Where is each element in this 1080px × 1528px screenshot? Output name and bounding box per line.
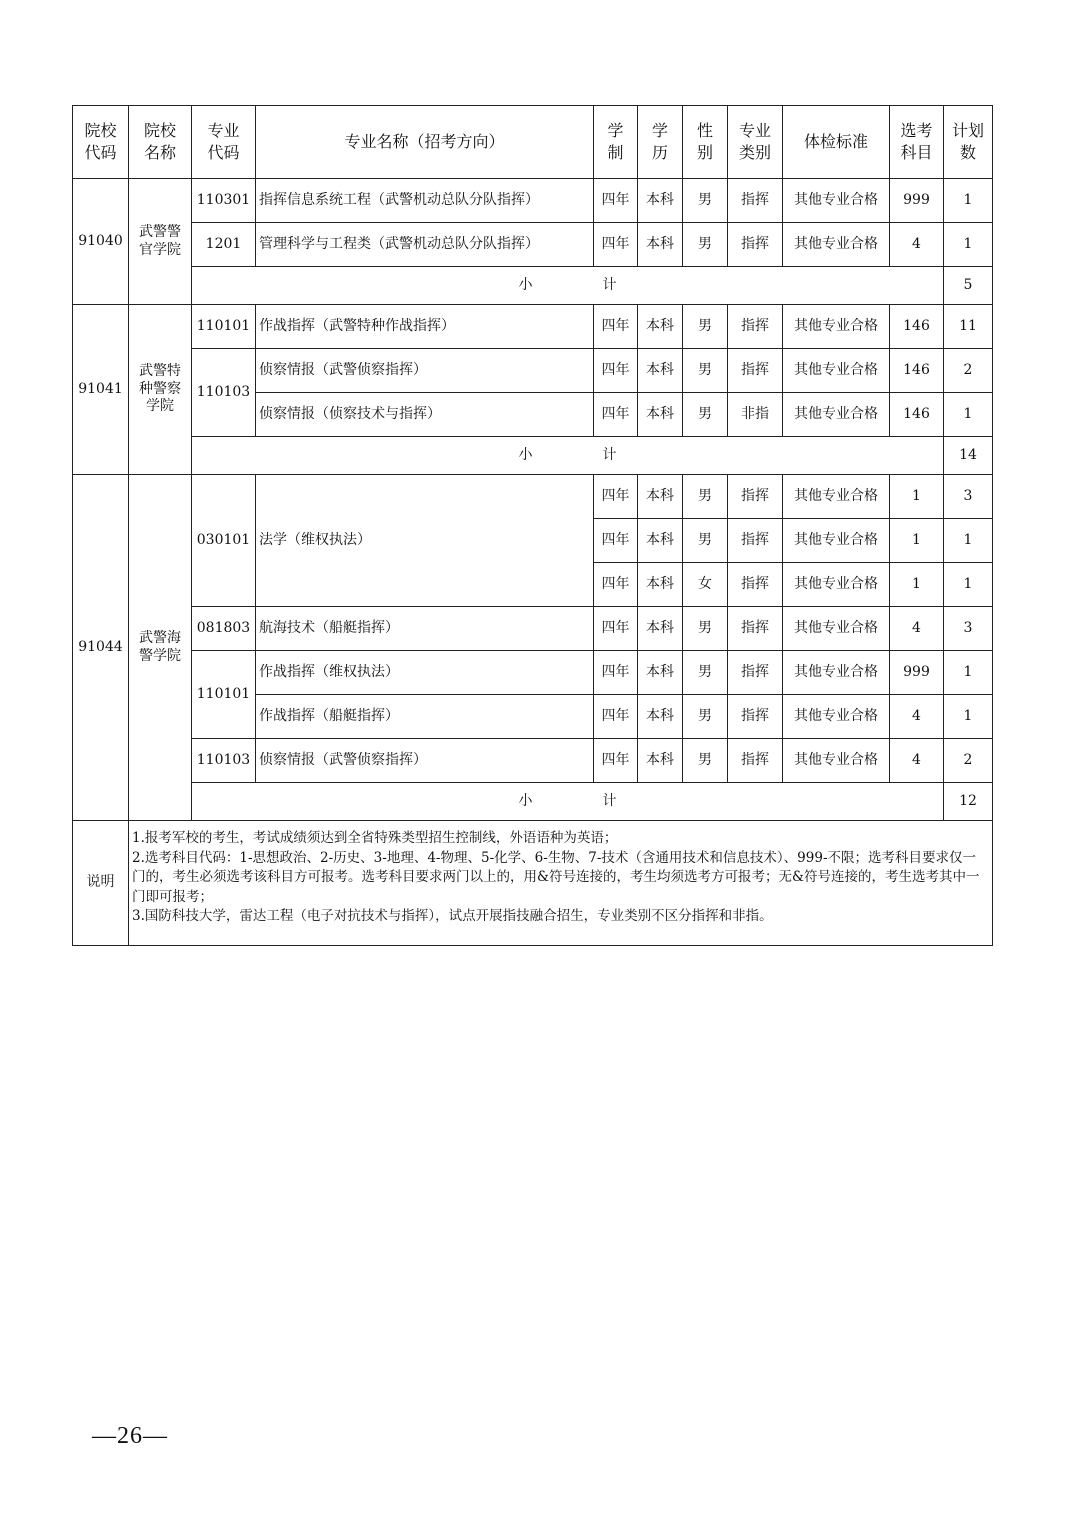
notes-row bbox=[73, 821, 993, 946]
subtotal-label: 小 计 bbox=[192, 783, 944, 821]
category: 指挥 bbox=[728, 519, 783, 563]
plan: 3 bbox=[944, 475, 993, 519]
subtotal-row bbox=[73, 437, 993, 475]
table-row bbox=[73, 305, 993, 349]
physical: 其他专业合格 bbox=[783, 305, 890, 349]
education: 本科 bbox=[638, 651, 683, 695]
school-code: 91040 bbox=[73, 179, 129, 305]
header-physical: 体检标准 bbox=[783, 106, 890, 179]
header-major-code: 专业代码 bbox=[192, 106, 256, 179]
plan: 1 bbox=[944, 651, 993, 695]
major-name: 法学（维权执法） bbox=[256, 475, 594, 607]
major-name: 侦察情报（武警侦察指挥） bbox=[256, 739, 594, 783]
header-plan: 计划数 bbox=[944, 106, 993, 179]
major-code: 1201 bbox=[192, 223, 256, 267]
major-code: 110101 bbox=[192, 305, 256, 349]
major-code: 110103 bbox=[192, 739, 256, 783]
subjects: 146 bbox=[890, 349, 944, 393]
education: 本科 bbox=[638, 475, 683, 519]
duration: 四年 bbox=[594, 563, 638, 607]
physical: 其他专业合格 bbox=[783, 475, 890, 519]
subjects: 999 bbox=[890, 179, 944, 223]
header-major-name: 专业名称（招考方向） bbox=[256, 106, 594, 179]
category: 指挥 bbox=[728, 739, 783, 783]
duration: 四年 bbox=[594, 519, 638, 563]
category: 指挥 bbox=[728, 223, 783, 267]
table-row bbox=[73, 223, 993, 267]
gender: 男 bbox=[683, 695, 728, 739]
gender: 男 bbox=[683, 651, 728, 695]
subtotal-row bbox=[73, 783, 993, 821]
table-row bbox=[73, 607, 993, 651]
school-name: 武警海警学院 bbox=[129, 475, 192, 821]
major-name: 指挥信息系统工程（武警机动总队分队指挥） bbox=[256, 179, 594, 223]
table-row bbox=[73, 739, 993, 783]
plan: 1 bbox=[944, 519, 993, 563]
major-code: 110301 bbox=[192, 179, 256, 223]
subjects: 1 bbox=[890, 519, 944, 563]
major-name: 作战指挥（船艇指挥） bbox=[256, 695, 594, 739]
physical: 其他专业合格 bbox=[783, 349, 890, 393]
duration: 四年 bbox=[594, 695, 638, 739]
gender: 男 bbox=[683, 475, 728, 519]
category: 指挥 bbox=[728, 475, 783, 519]
subjects: 4 bbox=[890, 695, 944, 739]
gender: 男 bbox=[683, 349, 728, 393]
subtotal-label: 小 计 bbox=[192, 267, 944, 305]
gender: 男 bbox=[683, 519, 728, 563]
gender: 男 bbox=[683, 179, 728, 223]
major-name: 侦察情报（武警侦察指挥） bbox=[256, 349, 594, 393]
physical: 其他专业合格 bbox=[783, 393, 890, 437]
education: 本科 bbox=[638, 607, 683, 651]
table-row bbox=[73, 179, 993, 223]
major-name: 侦察情报（侦察技术与指挥） bbox=[256, 393, 594, 437]
education: 本科 bbox=[638, 349, 683, 393]
duration: 四年 bbox=[594, 179, 638, 223]
education: 本科 bbox=[638, 695, 683, 739]
header-subjects: 选考科目 bbox=[890, 106, 944, 179]
table-body bbox=[73, 106, 993, 946]
education: 本科 bbox=[638, 305, 683, 349]
note-line: 3.国防科技大学，雷达工程（电子对抗技术与指挥），试点开展指技融合招生，专业类别不区分指挥和非指。 bbox=[132, 908, 773, 925]
education: 本科 bbox=[638, 563, 683, 607]
category: 指挥 bbox=[728, 695, 783, 739]
school-name: 武警警官学院 bbox=[129, 179, 192, 305]
category: 指挥 bbox=[728, 607, 783, 651]
physical: 其他专业合格 bbox=[783, 651, 890, 695]
education: 本科 bbox=[638, 519, 683, 563]
subjects: 999 bbox=[890, 651, 944, 695]
duration: 四年 bbox=[594, 223, 638, 267]
education: 本科 bbox=[638, 223, 683, 267]
subtotal-label: 小 计 bbox=[192, 437, 944, 475]
table-row bbox=[73, 349, 993, 393]
plan: 11 bbox=[944, 305, 993, 349]
plan: 1 bbox=[944, 179, 993, 223]
school-name: 武警特种警察学院 bbox=[129, 305, 192, 475]
education: 本科 bbox=[638, 739, 683, 783]
subjects: 1 bbox=[890, 563, 944, 607]
major-name: 航海技术（船艇指挥） bbox=[256, 607, 594, 651]
subjects: 4 bbox=[890, 739, 944, 783]
plan: 3 bbox=[944, 607, 993, 651]
table-row bbox=[73, 475, 993, 519]
major-code: 110103 bbox=[192, 349, 256, 437]
gender: 男 bbox=[683, 607, 728, 651]
header-gender: 性别 bbox=[683, 106, 728, 179]
header-category: 专业类别 bbox=[728, 106, 783, 179]
header-duration: 学制 bbox=[594, 106, 638, 179]
subtotal-row bbox=[73, 267, 993, 305]
duration: 四年 bbox=[594, 607, 638, 651]
header-education: 学历 bbox=[638, 106, 683, 179]
duration: 四年 bbox=[594, 475, 638, 519]
subtotal-value: 14 bbox=[944, 437, 993, 475]
major-name: 管理科学与工程类（武警机动总队分队指挥） bbox=[256, 223, 594, 267]
plan: 1 bbox=[944, 223, 993, 267]
major-code: 110101 bbox=[192, 651, 256, 739]
subjects: 4 bbox=[890, 607, 944, 651]
header-school-code: 院校代码 bbox=[73, 106, 129, 179]
subtotal-value: 5 bbox=[944, 267, 993, 305]
physical: 其他专业合格 bbox=[783, 519, 890, 563]
category: 指挥 bbox=[728, 179, 783, 223]
major-name: 作战指挥（维权执法） bbox=[256, 651, 594, 695]
gender: 女 bbox=[683, 563, 728, 607]
gender: 男 bbox=[683, 393, 728, 437]
subjects: 146 bbox=[890, 305, 944, 349]
duration: 四年 bbox=[594, 651, 638, 695]
table-row bbox=[73, 651, 993, 695]
subtotal-value: 12 bbox=[944, 783, 993, 821]
category: 指挥 bbox=[728, 563, 783, 607]
plan: 1 bbox=[944, 563, 993, 607]
physical: 其他专业合格 bbox=[783, 739, 890, 783]
plan: 2 bbox=[944, 349, 993, 393]
gender: 男 bbox=[683, 223, 728, 267]
note-line: 1.报考军校的考生，考试成绩须达到全省特殊类型招生控制线，外语语种为英语； bbox=[132, 830, 618, 846]
plan: 1 bbox=[944, 393, 993, 437]
duration: 四年 bbox=[594, 305, 638, 349]
category: 非指 bbox=[728, 393, 783, 437]
header-school-name: 院校名称 bbox=[129, 106, 192, 179]
subjects: 1 bbox=[890, 475, 944, 519]
physical: 其他专业合格 bbox=[783, 607, 890, 651]
duration: 四年 bbox=[594, 393, 638, 437]
major-name: 作战指挥（武警特种作战指挥） bbox=[256, 305, 594, 349]
major-code: 081803 bbox=[192, 607, 256, 651]
physical: 其他专业合格 bbox=[783, 695, 890, 739]
category: 指挥 bbox=[728, 651, 783, 695]
subjects: 146 bbox=[890, 393, 944, 437]
major-code: 030101 bbox=[192, 475, 256, 607]
school-code: 91044 bbox=[73, 475, 129, 821]
education: 本科 bbox=[638, 393, 683, 437]
education: 本科 bbox=[638, 179, 683, 223]
notes-text bbox=[129, 821, 993, 946]
admission-plan-table bbox=[72, 105, 993, 946]
page-number: —26— bbox=[92, 1423, 168, 1449]
physical: 其他专业合格 bbox=[783, 223, 890, 267]
duration: 四年 bbox=[594, 739, 638, 783]
duration: 四年 bbox=[594, 349, 638, 393]
gender: 男 bbox=[683, 739, 728, 783]
note-line: 2.选考科目代码：1-思想政治、2-历史、3-地理、4-物理、5-化学、6-生物、7-技术（含通用技术和信息技术）、999-不限；选考科目要求仅一门的，考生必须选考该科目方可报考。选考科目要求两门以上的，用&符号连接的，考生均须选考方可报考；无&符号连接的，考生选考其中一门即可报考； bbox=[132, 849, 980, 905]
notes-label: 说明 bbox=[73, 821, 129, 946]
subjects: 4 bbox=[890, 223, 944, 267]
category: 指挥 bbox=[728, 305, 783, 349]
school-code: 91041 bbox=[73, 305, 129, 475]
physical: 其他专业合格 bbox=[783, 179, 890, 223]
plan: 2 bbox=[944, 739, 993, 783]
plan: 1 bbox=[944, 695, 993, 739]
gender: 男 bbox=[683, 305, 728, 349]
header-row bbox=[73, 106, 993, 179]
category: 指挥 bbox=[728, 349, 783, 393]
physical: 其他专业合格 bbox=[783, 563, 890, 607]
